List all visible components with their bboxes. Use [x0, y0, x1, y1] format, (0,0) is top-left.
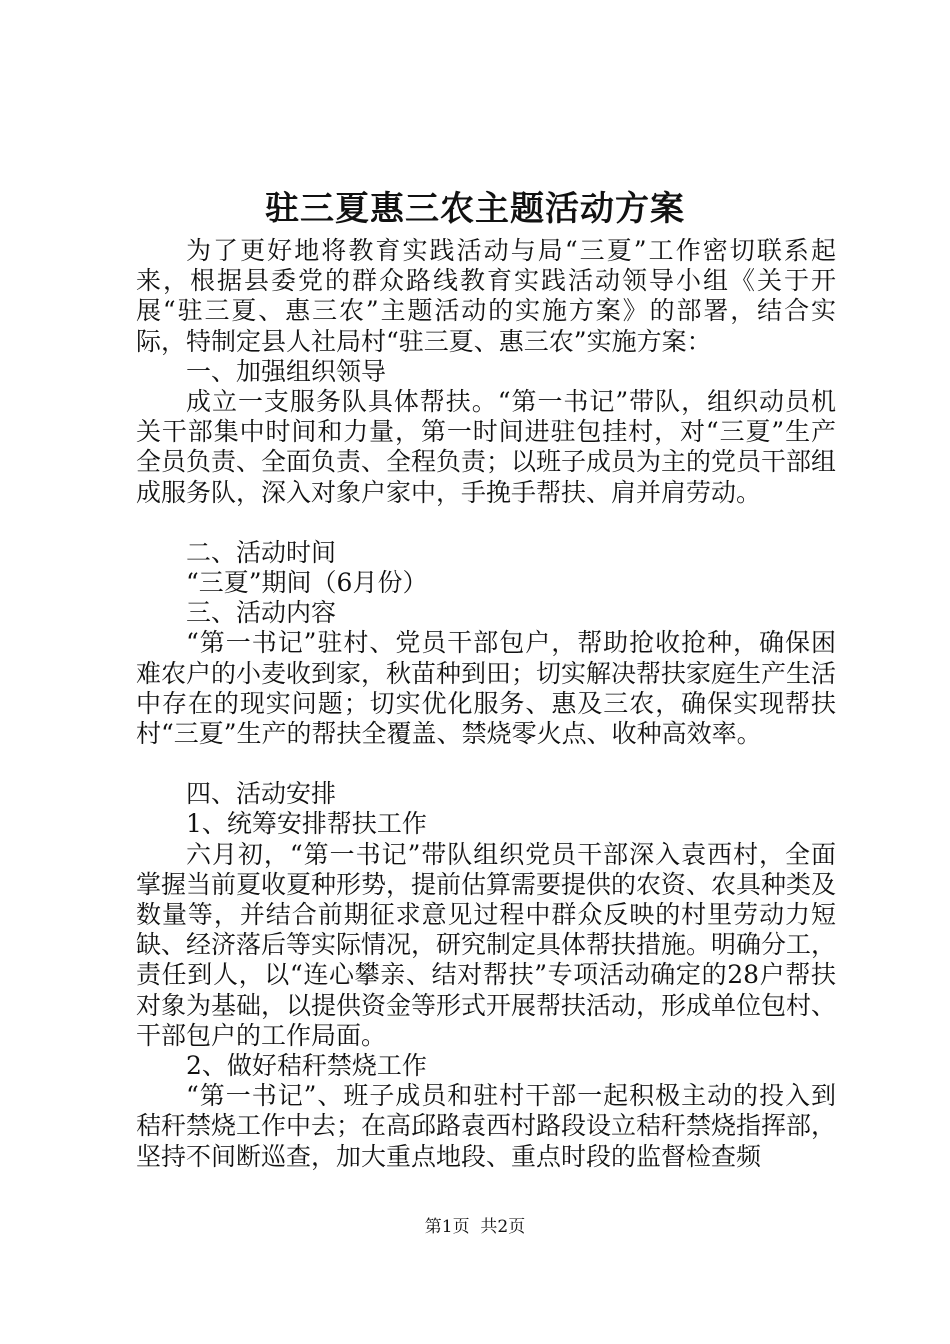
page-number-total: 共2页: [480, 1217, 526, 1237]
section-3-paragraph: “第一书记”驻村、党员干部包户，帮助抢收抢种，确保困难农户的小麦收到家，秋苗种到田；切实解决帮扶家庭生产生活中存在的现实问题；切实优化服务、惠及三农，确保实现帮扶村“三夏”生产的帮扶全覆盖、禁烧零火点、收种高效率。: [136, 628, 837, 749]
subsection-2-heading: 2、做好秸秆禁烧工作: [186, 1051, 427, 1081]
document-body: [136, 236, 836, 1172]
subsection-1-paragraph: 六月初，“第一书记”带队组织党员干部深入袁西村，全面掌握当前夏收夏种形势，提前估算需要提供的农资、农具种类及数量等，并结合前期征求意见过程中群众反映的村里劳动力短缺、经济落后等实际情况，研究制定具体帮扶措施。明确分工，责任到人，以“连心攀亲、结对帮扶”专项活动确定的28户帮扶对象为基础，以提供资金等形式开展帮扶活动，形成单位包村、干部包户的工作局面。: [136, 839, 837, 1050]
paragraph-gap: [136, 508, 836, 538]
subsection-2-paragraph: “第一书记”、班子成员和驻村干部一起积极主动的投入到秸秆禁烧工作中去；在高邱路袁西村路段设立秸秆禁烧指挥部，坚持不间断巡查，加大重点地段、重点时段的监督检查频: [136, 1081, 837, 1171]
section-2-paragraph: “三夏”期间（6月份）: [186, 568, 428, 598]
section-2-heading: 二、活动时间: [186, 537, 337, 567]
paragraph-gap: [136, 749, 836, 779]
document-title: 驻三夏惠三农主题活动方案: [265, 189, 685, 229]
section-1-paragraph: 成立一支服务队具体帮扶。“第一书记”带队，组织动员机关干部集中时间和力量，第一时间进驻包挂村，对“三夏”生产全员负责、全面负责、全程负责；以班子成员为主的党员干部组成服务队，深入对象户家中，手挽手帮扶、肩并肩劳动。: [136, 387, 837, 507]
page-number-current: 第1页: [424, 1217, 470, 1237]
page-footer: [0, 1214, 950, 1240]
intro-paragraph: 为了更好地将教育实践活动与局“三夏”工作密切联系起来，根据县委党的群众路线教育实践活动领导小组《关于开展“驻三夏、惠三农”主题活动的实施方案》的部署，结合实际，特制定县人社局村“驻三夏、惠三农”实施方案：: [136, 236, 836, 356]
section-3-heading: 三、活动内容: [186, 598, 337, 628]
section-4-heading: 四、活动安排: [186, 779, 337, 809]
subsection-1-heading: 1、统筹安排帮扶工作: [186, 809, 427, 839]
section-1-heading: 一、加强组织领导: [186, 356, 387, 386]
